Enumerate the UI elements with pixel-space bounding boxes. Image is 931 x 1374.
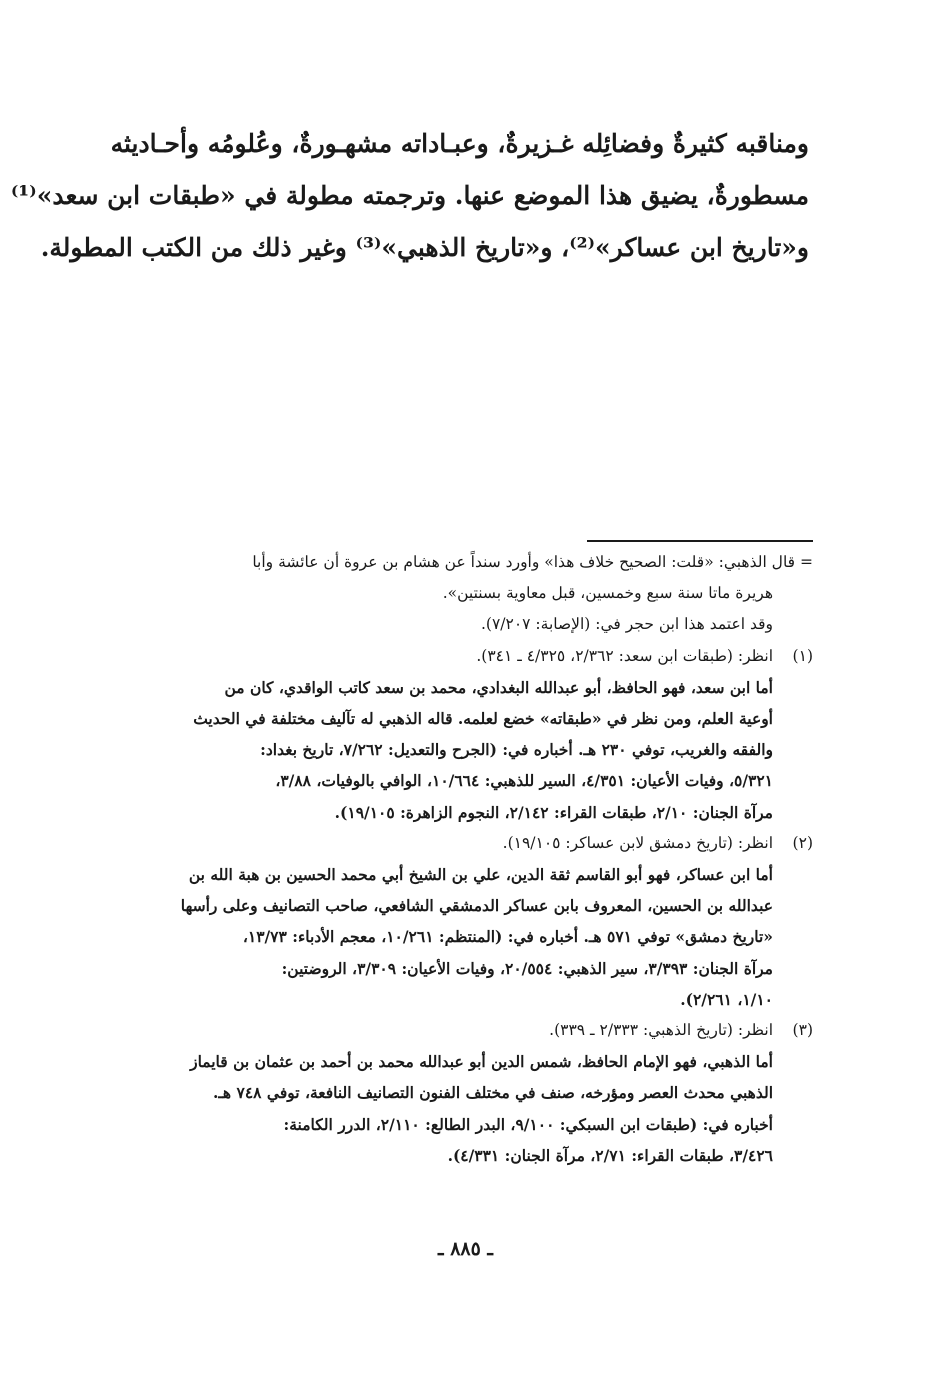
main-text-line: مسطورةٌ، يضيق هذا الموضع عنها. وترجمته مطولة في «طبقات ابن سعد»⁽¹⁾ bbox=[10, 181, 809, 210]
footnote-2-line: أما ابن عساكر، فهو أبو القاسم ثقة الدين، علي بن الشيخ أبي محمد الحسين بن هبة الله بن bbox=[188, 865, 773, 885]
footnote-1-line: أما ابن سعد، فهو الحافظ، أبو عبدالله البغدادي، محمد بن سعد كاتب الواقدي، كان من bbox=[224, 677, 773, 697]
footnote-head-text: انظر: (تاريخ دمشق لابن عساكر: ١٩/١٠٥). bbox=[502, 833, 773, 852]
page-number: ـ ٨٨٥ ـ bbox=[438, 1238, 493, 1260]
footnote-head-text: انظر: (طبقات ابن سعد: ٢/٣٦٢، ٤/٣٢٥ ـ ٣٤١). bbox=[476, 646, 773, 665]
main-text-line: ومناقبه كثيرةٌ وفضائِله غـزيرةٌ، وعبـاداته مشهـورةٌ، وعُلومُه وأحـاديثه bbox=[110, 129, 809, 158]
footnote-1-line: ٥/٣٢١، وفيات الأعيان: ٤/٣٥١، السير للذهبي: ١٠/٦٦٤، الوافي بالوفيات، ٣/٨٨، bbox=[275, 771, 773, 791]
footnote-number: (٢) bbox=[792, 833, 813, 852]
footnote-2-line: ١/١٠، ٢/٢٦١). bbox=[680, 989, 773, 1009]
footnote-2-head bbox=[123, 828, 813, 859]
footnote-1-line: والفقه والغريب، توفي ٢٣٠ هـ. أخباره في: (الجرح والتعديل: ٧/٢٦٢، تاريخ بغداد: bbox=[260, 740, 773, 760]
footnote-continuation-line: = قال الذهبي: «قلت: الصحيح خلاف هذا» وأورد سنداً عن هشام بن عروة أن عائشة وأبا bbox=[252, 553, 813, 571]
footnotes bbox=[123, 547, 813, 1171]
footnote-continuation-line: وقد اعتمد هذا ابن حجر في: (الإصابة: ٧/٢٠٧). bbox=[480, 615, 773, 634]
main-text-line: و«تاريخ ابن عساكر»⁽²⁾، و«تاريخ الذهبي»⁽³⁾ وغير ذلك من الكتب المطولة. bbox=[40, 233, 809, 262]
footnote-number: (١) bbox=[792, 646, 813, 665]
footnote-2-line: «تاريخ دمشق» توفي ٥٧١ هـ. أخباره في: (المنتظم: ١٠/٢٦١، معجم الأدباء: ١٣/٧٣، bbox=[242, 927, 773, 947]
footnote-continuation-line: هريرة ماتا سنة سبع وخمسين، قبل معاوية بسنتين». bbox=[442, 584, 773, 603]
footnote-2-line: مرآة الجنان: ٣/٣٩٣، سير الذهبي: ٢٠/٥٥٤، وفيات الأعيان: ٣/٣٠٩، الروضتين: bbox=[281, 958, 773, 978]
footnote-head-text: انظر: (تاريخ الذهبي: ٢/٣٣٣ ـ ٣٣٩). bbox=[549, 1021, 773, 1040]
footnote-separator bbox=[587, 540, 813, 542]
footnote-number: (٣) bbox=[792, 1021, 813, 1040]
footnote-1-head bbox=[123, 641, 813, 672]
footnote-2-line: عبدالله بن الحسين، المعروف بابن عساكر الدمشقي الشافعي، صاحب التصانيف وعلى رأسها bbox=[180, 896, 773, 916]
main-text bbox=[10, 118, 809, 274]
footnote-1-line: أوعية العلم، ومن نظر في «طبقاته» خضع لعلمه. قاله الذهبي له تآليف مختلفة في الحديث bbox=[193, 709, 773, 729]
footnote-3-line: ٣/٤٢٦، طبقات القراء: ٢/٧١، مرآة الجنان: ٤/٣٣١). bbox=[447, 1145, 773, 1165]
footnote-3-head bbox=[123, 1015, 813, 1046]
footnote-3-line: أما الذهبي، فهو الإمام الحافظ، شمس الدين أبو عبدالله محمد بن أحمد بن عثمان بن قايماز bbox=[190, 1052, 773, 1072]
footnote-3-line: أخباره في: (طبقات ابن السبكي: ٩/١٠٠، البدر الطالع: ٢/١١٠، الدرر الكامنة: bbox=[283, 1114, 773, 1134]
footnote-1-line: مرآة الجنان: ٢/١٠، طبقات القراء: ٢/١٤٢، النجوم الزاهرة: ١٩/١٠٥). bbox=[334, 802, 773, 822]
footnote-3-line: الذهبي محدث العصر ومؤرخه، صنف في مختلف الفنون التصانيف النافعة، توفي ٧٤٨ هـ. bbox=[213, 1083, 773, 1103]
